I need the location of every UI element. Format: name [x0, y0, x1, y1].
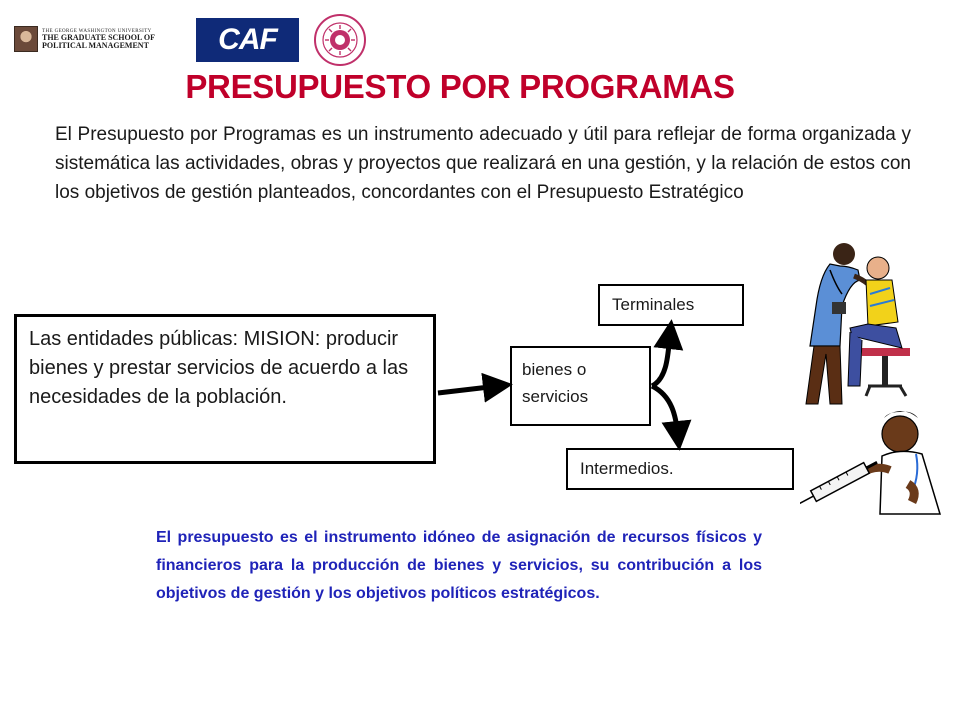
gw-logo-line2: THE GRADUATE SCHOOL OF	[42, 32, 155, 42]
intermedios-box: Intermedios.	[566, 448, 794, 490]
bienes-servicios-box: bienes o servicios	[510, 346, 651, 426]
arrow-to-intermedios	[652, 386, 678, 436]
arrow-mission-to-bienes	[438, 386, 498, 393]
nurse-syringe-clipart-icon	[800, 404, 950, 524]
caf-logo-text: CAF	[218, 23, 277, 56]
arrow-to-terminales	[652, 334, 670, 386]
page-title: PRESUPUESTO POR PROGRAMAS	[185, 68, 735, 105]
gw-logo-line1: THE GEORGE WASHINGTON UNIVERSITY	[42, 28, 152, 34]
intro-paragraph: El Presupuesto por Programas es un instrumento adecuado y útil para reflejar de forma organizada y sistemática las actividades, obras y proyectos que realizará en una gestión, y la relación de estos con los objetivos de gestión planteados, concordantes con el Presupuesto Estratégico	[55, 124, 911, 203]
gw-logo-line3: POLITICAL MANAGEMENT	[42, 40, 149, 50]
doctor-patient-clipart-icon	[770, 236, 920, 416]
conclusion-paragraph: El presupuesto es el instrumento idóneo de asignación de recursos físicos y financieros para la producción de bienes y servicios, su contribución a los objetivos de gestión y los objetivos políticos estratégicos.	[156, 529, 762, 602]
mission-box: Las entidades públicas: MISION: producir bienes y prestar servicios de acuerdo a las necesidades de la población.	[14, 314, 436, 464]
terminales-box: Terminales	[598, 284, 744, 326]
